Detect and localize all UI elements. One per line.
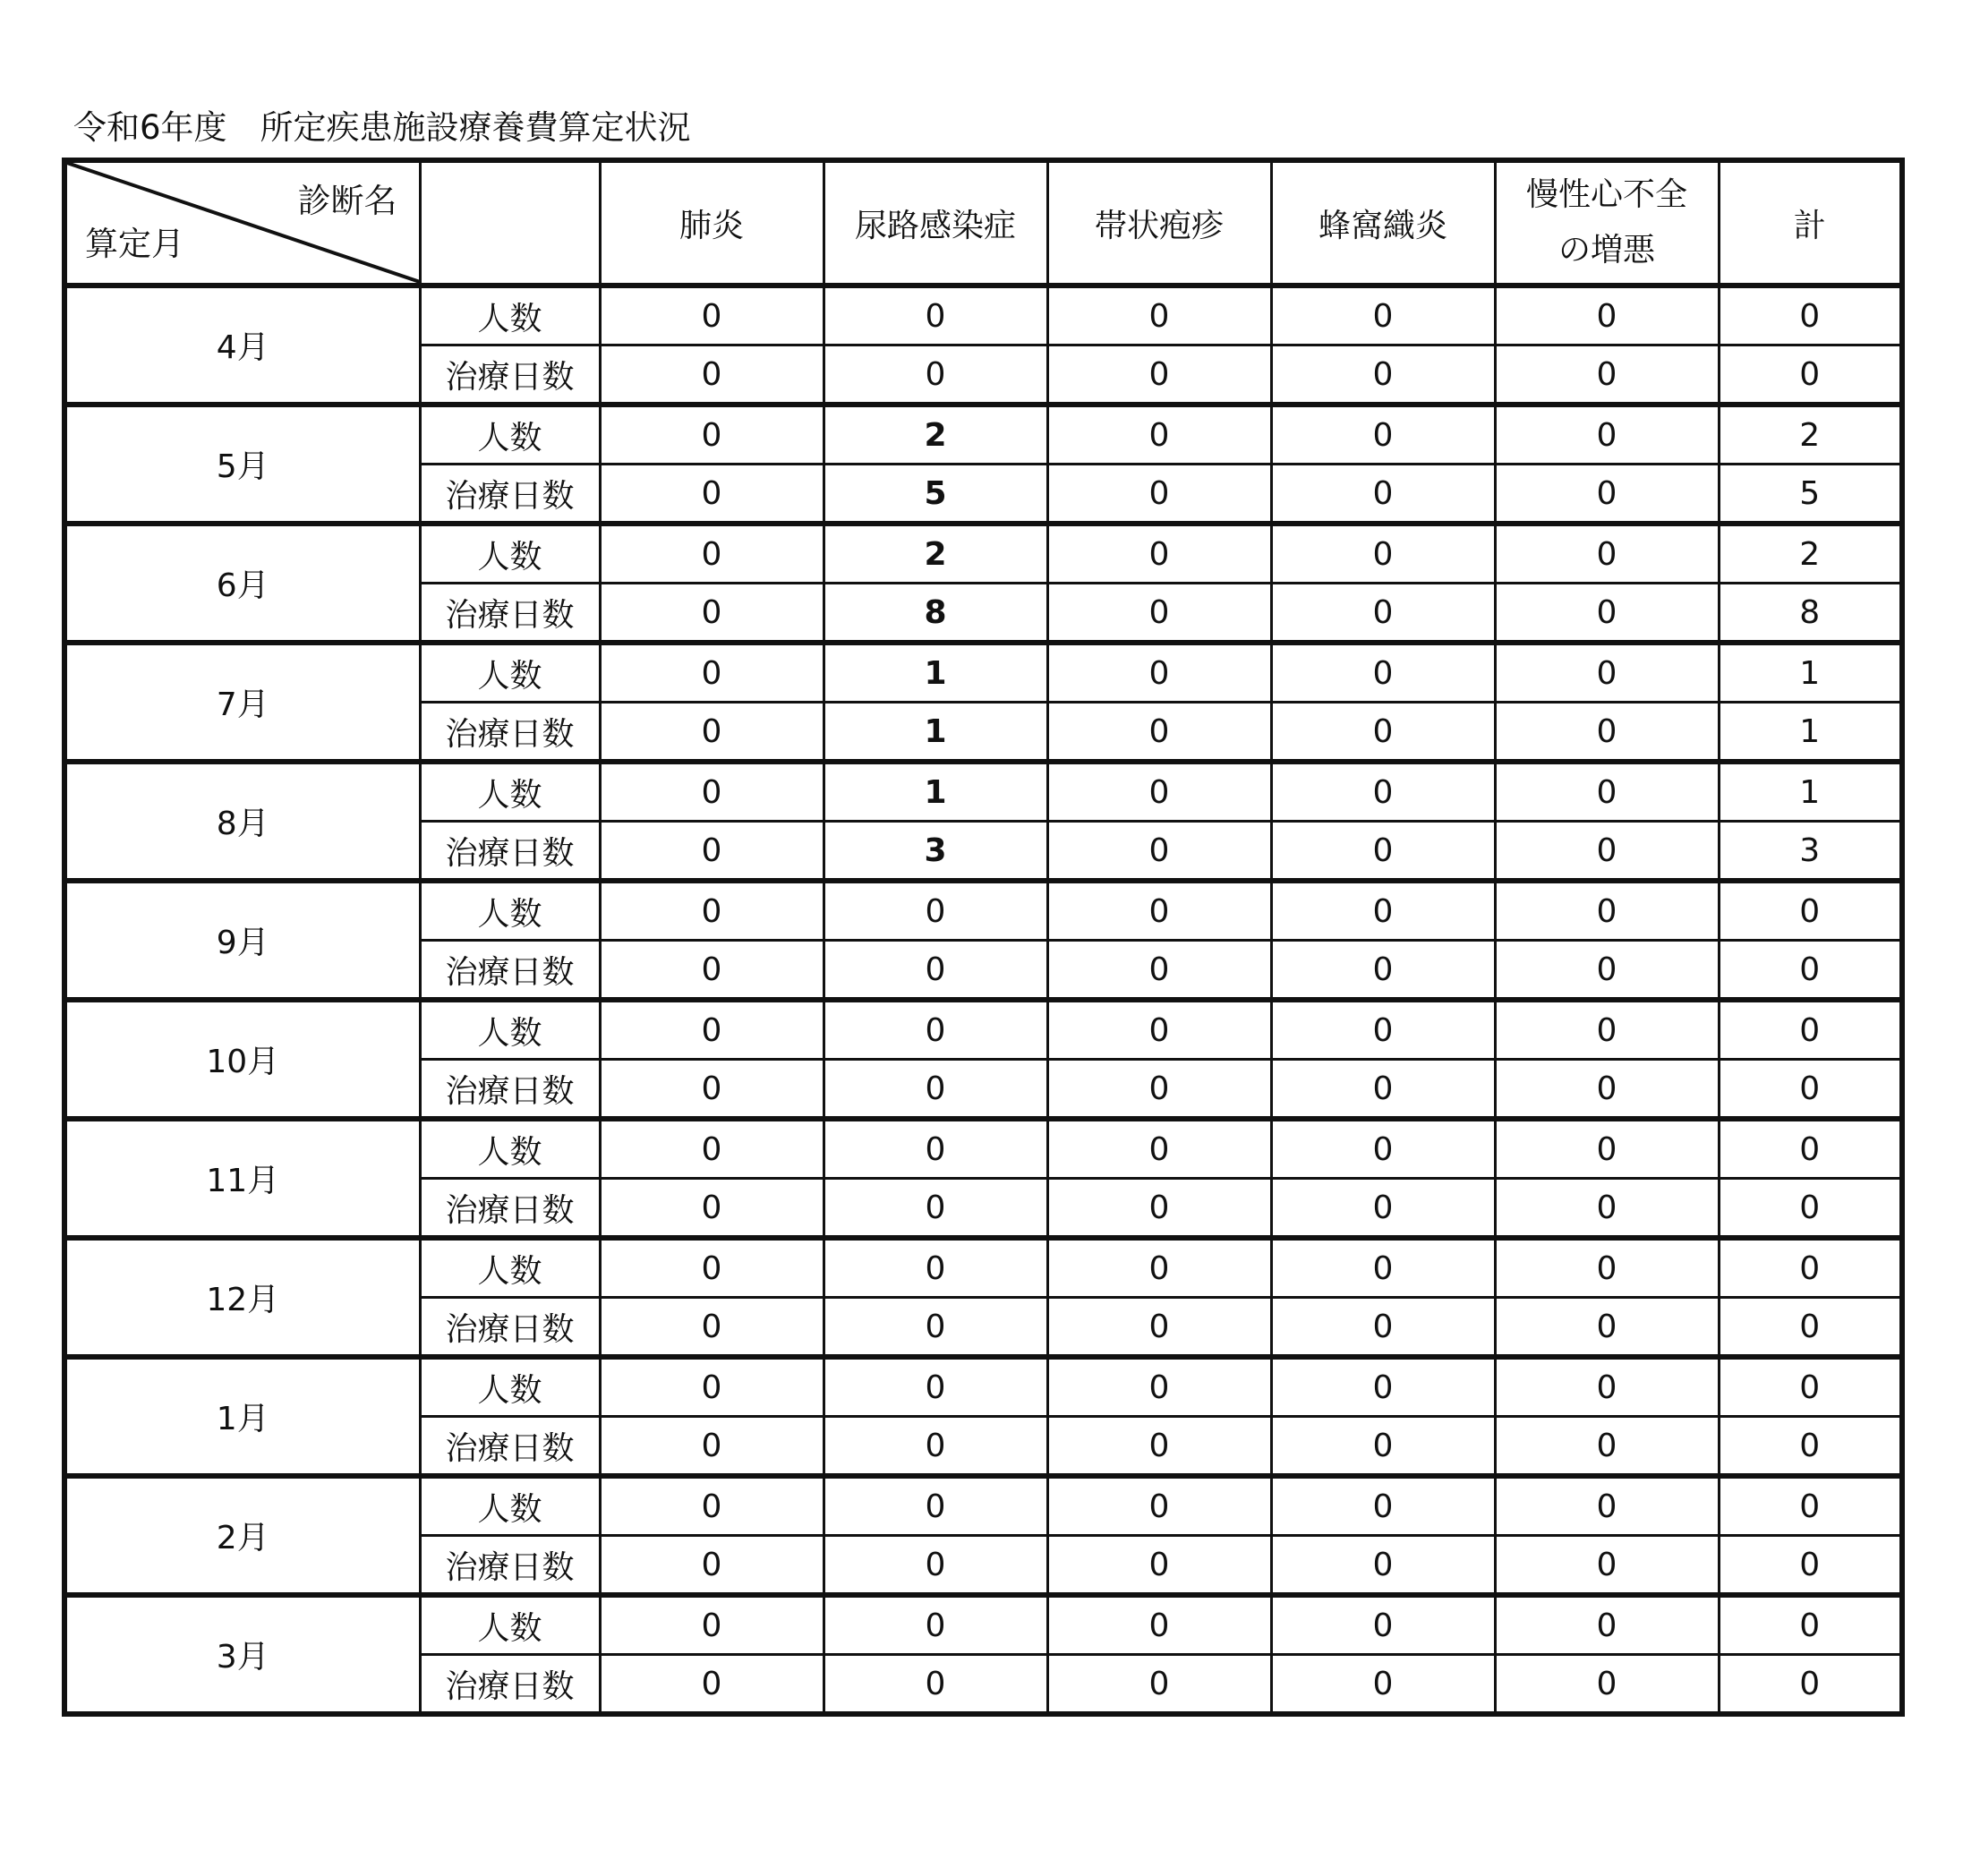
value-cell: 0 <box>1271 762 1495 822</box>
value-cell: 0 <box>1047 465 1271 524</box>
value-cell: 5 <box>824 465 1047 524</box>
row-label-patients: 人数 <box>420 643 600 703</box>
value-cell: 0 <box>600 941 824 1001</box>
row-label-treatment-days: 治療日数 <box>420 1060 600 1120</box>
row-label-treatment-days: 治療日数 <box>420 822 600 882</box>
month-cell: 12月 <box>64 1238 420 1357</box>
value-cell: 0 <box>1271 1298 1495 1358</box>
value-cell: 0 <box>1495 1119 1719 1179</box>
value-cell: 0 <box>1495 941 1719 1001</box>
table-row <box>64 1119 1902 1179</box>
value-cell: 0 <box>600 465 824 524</box>
total-cell: 5 <box>1719 465 1902 524</box>
calculation-month-label: 算定月 <box>85 225 184 263</box>
value-cell: 0 <box>1495 1655 1719 1715</box>
value-cell: 0 <box>1047 1298 1271 1358</box>
value-cell: 0 <box>1047 1119 1271 1179</box>
table-row <box>64 1000 1902 1060</box>
table-row <box>64 1238 1902 1298</box>
month-cell: 6月 <box>64 524 420 643</box>
total-cell: 0 <box>1719 1417 1902 1477</box>
value-cell: 0 <box>1047 1238 1271 1298</box>
value-cell: 0 <box>824 1000 1047 1060</box>
table-row <box>64 643 1902 703</box>
value-cell: 0 <box>1047 1536 1271 1596</box>
value-cell: 0 <box>1271 405 1495 465</box>
header-row <box>64 160 1902 286</box>
month-cell: 10月 <box>64 1000 420 1119</box>
value-cell: 0 <box>1271 584 1495 644</box>
value-cell: 0 <box>1271 1119 1495 1179</box>
row-label-patients: 人数 <box>420 1119 600 1179</box>
value-cell: 0 <box>824 1238 1047 1298</box>
total-cell: 0 <box>1719 941 1902 1001</box>
value-cell: 0 <box>1495 703 1719 763</box>
value-cell: 0 <box>600 1595 824 1655</box>
header-pneumonia: 肺炎 <box>600 160 824 286</box>
value-cell: 8 <box>824 584 1047 644</box>
value-cell: 0 <box>1047 286 1271 345</box>
value-cell: 0 <box>600 1000 824 1060</box>
month-cell: 11月 <box>64 1119 420 1238</box>
value-cell: 0 <box>824 1119 1047 1179</box>
row-label-treatment-days: 治療日数 <box>420 465 600 524</box>
value-cell: 0 <box>600 286 824 345</box>
table-row <box>64 1595 1902 1655</box>
value-cell: 0 <box>1047 1357 1271 1417</box>
value-cell: 0 <box>600 1417 824 1477</box>
table-row <box>64 405 1902 465</box>
value-cell: 0 <box>600 762 824 822</box>
table-row <box>64 762 1902 822</box>
value-cell: 0 <box>600 584 824 644</box>
row-label-treatment-days: 治療日数 <box>420 941 600 1001</box>
value-cell: 0 <box>1047 345 1271 405</box>
value-cell: 0 <box>1495 881 1719 941</box>
value-cell: 0 <box>600 1179 824 1239</box>
value-cell: 0 <box>600 1298 824 1358</box>
total-cell: 0 <box>1719 881 1902 941</box>
value-cell: 0 <box>1047 1060 1271 1120</box>
table-row <box>64 1476 1902 1536</box>
value-cell: 0 <box>1271 345 1495 405</box>
month-cell: 9月 <box>64 881 420 1000</box>
value-cell: 0 <box>1047 1655 1271 1715</box>
value-cell: 0 <box>1495 405 1719 465</box>
row-label-treatment-days: 治療日数 <box>420 1179 600 1239</box>
value-cell: 0 <box>1047 1417 1271 1477</box>
value-cell: 0 <box>1271 1000 1495 1060</box>
row-label-treatment-days: 治療日数 <box>420 345 600 405</box>
value-cell: 0 <box>1495 1417 1719 1477</box>
value-cell: 0 <box>1495 465 1719 524</box>
value-cell: 0 <box>824 286 1047 345</box>
value-cell: 0 <box>1495 1000 1719 1060</box>
value-cell: 0 <box>824 1179 1047 1239</box>
value-cell: 0 <box>1271 1357 1495 1417</box>
value-cell: 0 <box>1495 524 1719 584</box>
row-label-patients: 人数 <box>420 1238 600 1298</box>
value-cell: 0 <box>1047 643 1271 703</box>
month-cell: 7月 <box>64 643 420 762</box>
value-cell: 0 <box>824 1476 1047 1536</box>
row-label-patients: 人数 <box>420 405 600 465</box>
value-cell: 0 <box>600 345 824 405</box>
page-title: 令和6年度 所定疾患施設療養費算定状況 <box>73 108 691 147</box>
row-label-treatment-days: 治療日数 <box>420 584 600 644</box>
value-cell: 0 <box>824 1060 1047 1120</box>
month-cell: 1月 <box>64 1357 420 1476</box>
month-cell: 2月 <box>64 1476 420 1595</box>
total-cell: 8 <box>1719 584 1902 644</box>
value-cell: 0 <box>600 1357 824 1417</box>
value-cell: 0 <box>824 1536 1047 1596</box>
value-cell: 0 <box>1495 1536 1719 1596</box>
total-cell: 0 <box>1719 1000 1902 1060</box>
value-cell: 0 <box>1271 881 1495 941</box>
value-cell: 2 <box>824 524 1047 584</box>
row-label-patients: 人数 <box>420 1357 600 1417</box>
total-cell: 0 <box>1719 1238 1902 1298</box>
value-cell: 0 <box>824 1357 1047 1417</box>
value-cell: 0 <box>1495 1476 1719 1536</box>
total-cell: 0 <box>1719 1060 1902 1120</box>
value-cell: 0 <box>1047 1000 1271 1060</box>
value-cell: 0 <box>1495 345 1719 405</box>
header-chronic-heart-failure <box>1495 160 1719 286</box>
total-cell: 0 <box>1719 1119 1902 1179</box>
header-herpes-zoster: 帯状疱疹 <box>1047 160 1271 286</box>
value-cell: 0 <box>1271 822 1495 882</box>
value-cell: 0 <box>1047 1595 1271 1655</box>
value-cell: 0 <box>600 1655 824 1715</box>
total-cell: 0 <box>1719 286 1902 345</box>
header-cellulitis: 蜂窩織炎 <box>1271 160 1495 286</box>
diagnosis-name-label: 診断名 <box>297 182 397 220</box>
total-cell: 0 <box>1719 1476 1902 1536</box>
table-row <box>64 1357 1902 1417</box>
value-cell: 1 <box>824 643 1047 703</box>
value-cell: 0 <box>600 1476 824 1536</box>
header-blank-cell <box>420 160 600 286</box>
value-cell: 2 <box>824 405 1047 465</box>
row-label-patients: 人数 <box>420 1595 600 1655</box>
value-cell: 0 <box>1495 1298 1719 1358</box>
value-cell: 0 <box>1271 1179 1495 1239</box>
value-cell: 0 <box>1495 1595 1719 1655</box>
month-cell: 3月 <box>64 1595 420 1714</box>
value-cell: 0 <box>1271 286 1495 345</box>
value-cell: 0 <box>1047 703 1271 763</box>
row-label-patients: 人数 <box>420 881 600 941</box>
total-cell: 0 <box>1719 1595 1902 1655</box>
value-cell: 0 <box>1047 1179 1271 1239</box>
value-cell: 0 <box>824 881 1047 941</box>
row-label-treatment-days: 治療日数 <box>420 1536 600 1596</box>
value-cell: 0 <box>1495 822 1719 882</box>
value-cell: 0 <box>1495 1238 1719 1298</box>
value-cell: 0 <box>1495 1357 1719 1417</box>
value-cell: 0 <box>1271 1476 1495 1536</box>
total-cell: 0 <box>1719 1536 1902 1596</box>
total-cell: 0 <box>1719 1298 1902 1358</box>
value-cell: 0 <box>1271 1655 1495 1715</box>
value-cell: 0 <box>1047 524 1271 584</box>
value-cell: 0 <box>600 822 824 882</box>
total-cell: 1 <box>1719 643 1902 703</box>
header-total: 計 <box>1719 160 1902 286</box>
calculation-table <box>62 158 1905 1717</box>
value-cell: 0 <box>824 1655 1047 1715</box>
row-label-patients: 人数 <box>420 1000 600 1060</box>
value-cell: 3 <box>824 822 1047 882</box>
table-row <box>64 286 1902 345</box>
row-label-treatment-days: 治療日数 <box>420 1298 600 1358</box>
total-cell: 0 <box>1719 1357 1902 1417</box>
month-cell: 8月 <box>64 762 420 881</box>
value-cell: 0 <box>1495 584 1719 644</box>
value-cell: 0 <box>1271 524 1495 584</box>
row-label-patients: 人数 <box>420 762 600 822</box>
value-cell: 0 <box>1271 465 1495 524</box>
value-cell: 0 <box>824 345 1047 405</box>
value-cell: 0 <box>600 1238 824 1298</box>
total-cell: 0 <box>1719 1655 1902 1715</box>
table-row <box>64 881 1902 941</box>
value-cell: 0 <box>1271 941 1495 1001</box>
value-cell: 0 <box>1495 762 1719 822</box>
value-cell: 0 <box>600 703 824 763</box>
row-label-treatment-days: 治療日数 <box>420 1655 600 1715</box>
value-cell: 0 <box>1495 1179 1719 1239</box>
header-chronic-heart-failure-line1: 慢性心不全 <box>1525 176 1687 213</box>
total-cell: 3 <box>1719 822 1902 882</box>
row-label-treatment-days: 治療日数 <box>420 703 600 763</box>
value-cell: 0 <box>600 1536 824 1596</box>
total-cell: 2 <box>1719 405 1902 465</box>
value-cell: 1 <box>824 703 1047 763</box>
value-cell: 0 <box>1271 1536 1495 1596</box>
value-cell: 0 <box>600 1119 824 1179</box>
header-chronic-heart-failure-line2: の増悪 <box>1558 232 1655 269</box>
value-cell: 0 <box>824 1595 1047 1655</box>
value-cell: 0 <box>824 1298 1047 1358</box>
diagonal-header-cell <box>64 160 420 286</box>
total-cell: 2 <box>1719 524 1902 584</box>
row-label-patients: 人数 <box>420 1476 600 1536</box>
row-label-treatment-days: 治療日数 <box>420 1417 600 1477</box>
value-cell: 0 <box>1047 1476 1271 1536</box>
total-cell: 1 <box>1719 762 1902 822</box>
value-cell: 0 <box>824 941 1047 1001</box>
value-cell: 0 <box>600 1060 824 1120</box>
value-cell: 0 <box>1047 881 1271 941</box>
table-row <box>64 524 1902 584</box>
value-cell: 0 <box>1047 822 1271 882</box>
value-cell: 0 <box>600 524 824 584</box>
value-cell: 0 <box>1495 286 1719 345</box>
row-label-patients: 人数 <box>420 286 600 345</box>
value-cell: 0 <box>1271 1417 1495 1477</box>
value-cell: 0 <box>1047 405 1271 465</box>
value-cell: 0 <box>600 881 824 941</box>
value-cell: 0 <box>1495 643 1719 703</box>
total-cell: 0 <box>1719 345 1902 405</box>
value-cell: 0 <box>1271 643 1495 703</box>
value-cell: 0 <box>824 1417 1047 1477</box>
value-cell: 0 <box>1047 941 1271 1001</box>
value-cell: 0 <box>1047 584 1271 644</box>
row-label-patients: 人数 <box>420 524 600 584</box>
value-cell: 0 <box>600 405 824 465</box>
value-cell: 0 <box>1271 703 1495 763</box>
value-cell: 0 <box>1271 1238 1495 1298</box>
value-cell: 0 <box>1495 1060 1719 1120</box>
header-urinary-tract-infection: 尿路感染症 <box>824 160 1047 286</box>
value-cell: 0 <box>1271 1060 1495 1120</box>
value-cell: 0 <box>1271 1595 1495 1655</box>
value-cell: 0 <box>1047 762 1271 822</box>
value-cell: 1 <box>824 762 1047 822</box>
total-cell: 1 <box>1719 703 1902 763</box>
total-cell: 0 <box>1719 1179 1902 1239</box>
month-cell: 5月 <box>64 405 420 524</box>
month-cell: 4月 <box>64 286 420 405</box>
value-cell: 0 <box>600 643 824 703</box>
